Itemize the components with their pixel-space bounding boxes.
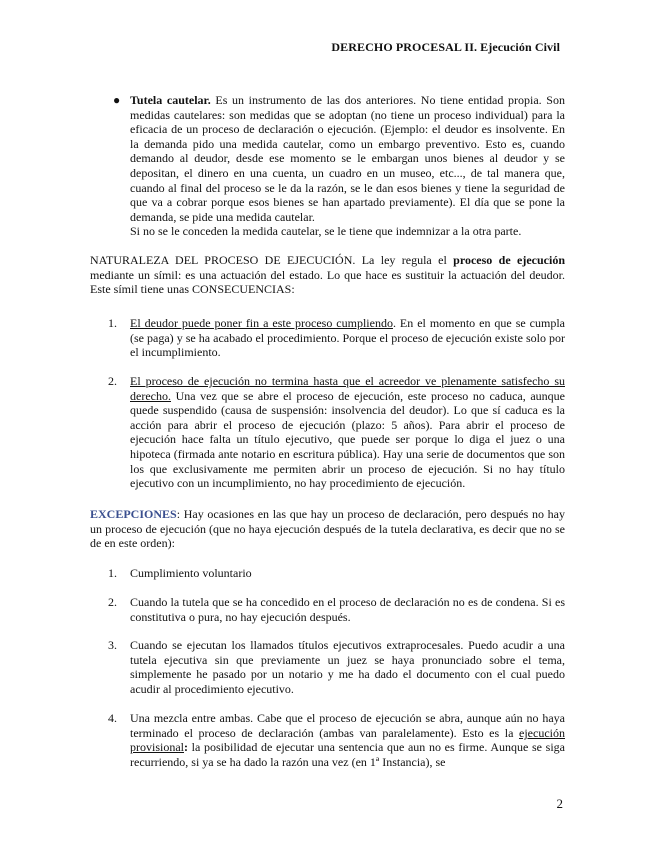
bullet-icon: ● xyxy=(113,93,121,107)
tutela-cautelar-bullet xyxy=(113,93,565,239)
list-number: 2. xyxy=(108,595,117,609)
naturaleza-paragraph xyxy=(90,253,565,297)
list-number: 1. xyxy=(108,566,117,580)
excepcion-text-a: Una mezcla entre ambas. Cabe que el proceso de ejecución se abra, aunque aún no haya terminado el proceso de declaración (ambas van paralelamente). Esto es la xyxy=(130,711,565,740)
excepciones-paragraph xyxy=(90,507,565,551)
excepciones-heading: EXCEPCIONES xyxy=(90,507,177,521)
ejecucion-provisional-term: ejecución provisional xyxy=(130,725,565,755)
excepcion-text-b: la posibilidad de ejecutar una sentencia que aun no es firme. Aunque se siga recurriendo, si ya se ha dado la razón una vez (en 1ª Instancia), se xyxy=(130,740,565,769)
naturaleza-text-b: mediante un símil: es una actuación del estado. Lo que hace es sustituir la actuación del deudor. Este símil tiene unas CONSECUENCIAS: xyxy=(90,267,565,297)
bold-colon: : xyxy=(184,740,188,755)
excepcion-item xyxy=(108,566,565,581)
consecuencia-underlined: El deudor puede poner fin a este proceso cumpliendo xyxy=(130,316,393,330)
consecuencia-item xyxy=(108,374,565,491)
list-number: 3. xyxy=(108,638,117,652)
list-number: 4. xyxy=(108,711,117,725)
naturaleza-text-a: NATURALEZA DEL PROCESO DE EJECUCIÓN. La ley regula el xyxy=(90,253,454,267)
tutela-paragraph-2: Si no se le conceden la medida cautelar, se le tiene que indemnizar a la otra parte. xyxy=(130,224,522,239)
tutela-text: Es un instrumento de las dos anteriores. No tiene entidad propia. Son medidas cautelares: son medidas que se adoptan (no tiene un proceso individual) para la eficacia de un proceso de declaración o ejecución. (Ejemplo: el deudor es insolvente. En la demanda pido una medida cautelar, como un embargo preventivo. Esto es, cuando demando al deudor, desde ese momento se le embargan unos bienes al deudor y se depositan, el dinero en una cuenta, un cuadro en un museo, etc..., de tal manera que, cuando al final del proceso se le da la razón, se le dan esos bienes y tiene la seguridad de que va a cobrar porque esos bienes se han apartado previamente). El día que se pone la demanda, se pide una medida cautelar. xyxy=(130,93,565,224)
excepcion-item xyxy=(108,711,565,769)
page-number: 2 xyxy=(556,796,563,811)
excepciones-text: : Hay ocasiones en las que hay un proceso de declaración, pero después no hay un proceso de ejecución (que no haya ejecución después de la tutela declarativa, es decir que no se de en este orden): xyxy=(90,507,565,551)
excepcion-item xyxy=(108,638,565,696)
consecuencia-item xyxy=(108,316,566,360)
consecuencia-text: . En el momento en que se cumpla (se paga) y se ha acabado el procedimiento. Porque el proceso de ejecución existe solo por el incumplimiento. xyxy=(130,316,566,360)
excepcion-item xyxy=(108,595,565,624)
excepcion-text: Cuando se ejecutan los llamados títulos ejecutivos extraprocesales. Puedo acudir a una tutela ejecutiva sin que previamente un juez se haya pronunciado sobre el tema, simplemente he pasado por un notario y me ha dado el documento con el cual puedo acudir al procedimiento ejecutivo. xyxy=(130,638,565,696)
page-header: DERECHO PROCESAL II. Ejecución Civil xyxy=(331,40,560,54)
excepcion-text: Cumplimiento voluntario xyxy=(130,566,252,580)
excepcion-text: Cuando la tutela que se ha concedido en el proceso de declaración no es de condena. Si es constitutiva o pura, no hay ejecución después. xyxy=(130,595,565,624)
list-number: 2. xyxy=(108,374,117,388)
naturaleza-bold: proceso de ejecución xyxy=(453,253,565,267)
list-number: 1. xyxy=(108,316,117,330)
consecuencia-underlined: El proceso de ejecución no termina hasta que el acreedor ve plenamente satisfecho su derecho. xyxy=(130,374,565,403)
tutela-term: Tutela cautelar. xyxy=(130,93,211,107)
tutela-paragraph xyxy=(130,93,565,224)
consecuencia-text: Una vez que se abre el proceso de ejecución, este proceso no caduca, aunque quede suspendido (causa de suspensión: insolvencia del deudor). Lo que sí caduca es la acción para abrir el proceso de ejecución (plazo: 5 años). Para abrir el proceso de ejecución hace falta un título ejecutivo, que puede ser porque lo diga el juez o una hipoteca (firmada ante notario en escritura pública). Hay una serie de documentos que son los que exclusivamente me permiten abrir un proceso de ejecución. Si no hay título ejecutivo con un incumplimiento, no hay procedimiento de ejecución. xyxy=(130,388,565,491)
